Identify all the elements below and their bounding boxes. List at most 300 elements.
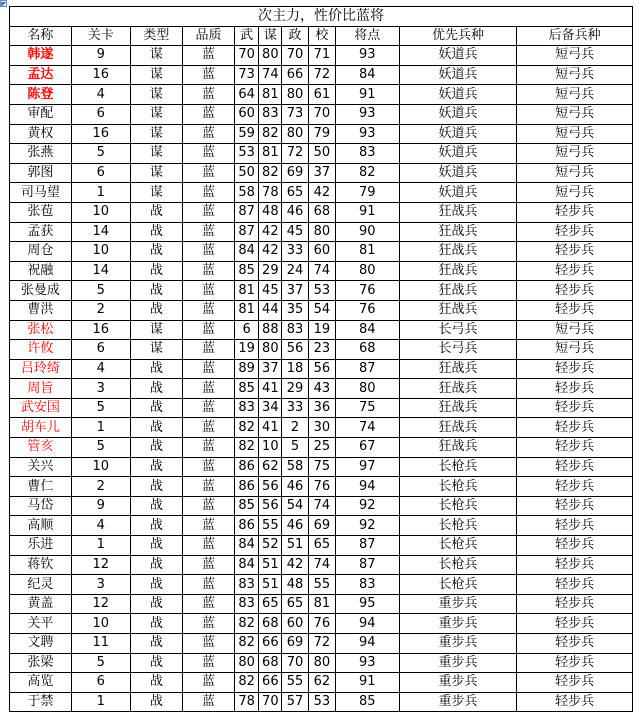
cell-type: 战 <box>130 222 183 242</box>
cell-primary-troop: 长枪兵 <box>399 555 517 575</box>
table-row <box>10 438 633 458</box>
cell-wu: 82 <box>234 418 259 438</box>
table-row <box>10 202 633 222</box>
cell-mou: 65 <box>259 594 282 614</box>
cell-wu: 87 <box>234 202 259 222</box>
cell-backup-troop: 短弓兵 <box>517 104 633 124</box>
cell-points: 92 <box>335 496 399 516</box>
cell-stage: 1 <box>71 183 130 203</box>
cell-name: 韩遂 <box>10 46 72 66</box>
cell-points: 83 <box>335 144 399 164</box>
cell-points: 85 <box>335 692 399 712</box>
cell-name: 孟达 <box>10 65 72 85</box>
cell-xiao: 74 <box>308 496 335 516</box>
cell-wu: 81 <box>234 281 259 301</box>
cell-type: 战 <box>130 536 183 556</box>
cell-mou: 68 <box>259 614 282 634</box>
cell-points: 76 <box>335 300 399 320</box>
cell-zheng: 37 <box>282 281 309 301</box>
cell-type: 战 <box>130 594 183 614</box>
cell-name: 关兴 <box>10 457 72 477</box>
cell-points: 93 <box>335 653 399 673</box>
cell-zheng: 42 <box>282 555 309 575</box>
cell-quality: 蓝 <box>183 104 235 124</box>
cell-wu: 85 <box>234 379 259 399</box>
cell-zheng: 80 <box>282 124 309 144</box>
cell-type: 战 <box>130 359 183 379</box>
cell-backup-troop: 轻步兵 <box>517 222 633 242</box>
table-row <box>10 300 633 320</box>
cell-xiao: 65 <box>308 536 335 556</box>
cell-zheng: 54 <box>282 496 309 516</box>
cell-xiao: 72 <box>308 65 335 85</box>
cell-backup-troop: 轻步兵 <box>517 653 633 673</box>
cell-wu: 78 <box>234 692 259 712</box>
cell-xiao: 50 <box>308 144 335 164</box>
cell-mou: 44 <box>259 300 282 320</box>
cell-name: 于禁 <box>10 692 72 712</box>
cell-stage: 10 <box>71 457 130 477</box>
cell-name: 陈登 <box>10 85 72 105</box>
header-row <box>10 26 633 46</box>
cell-stage: 6 <box>71 163 130 183</box>
cell-primary-troop: 长枪兵 <box>399 496 517 516</box>
cell-type: 战 <box>130 261 183 281</box>
cell-wu: 50 <box>234 163 259 183</box>
cell-quality: 蓝 <box>183 340 235 360</box>
cell-zheng: 72 <box>282 144 309 164</box>
cell-primary-troop: 重步兵 <box>399 692 517 712</box>
cell-backup-troop: 短弓兵 <box>517 144 633 164</box>
table-row <box>10 634 633 654</box>
cell-mou: 80 <box>259 340 282 360</box>
table-row <box>10 536 633 556</box>
table-row <box>10 242 633 262</box>
cell-zheng: 70 <box>282 46 309 66</box>
cell-quality: 蓝 <box>183 85 235 105</box>
cell-quality: 蓝 <box>183 398 235 418</box>
cell-backup-troop: 轻步兵 <box>517 673 633 693</box>
cell-backup-troop: 轻步兵 <box>517 555 633 575</box>
cell-primary-troop: 重步兵 <box>399 673 517 693</box>
cell-points: 81 <box>335 242 399 262</box>
cell-zheng: 70 <box>282 653 309 673</box>
cell-backup-troop: 轻步兵 <box>517 300 633 320</box>
cell-type: 战 <box>130 418 183 438</box>
cell-mou: 56 <box>259 496 282 516</box>
cell-quality: 蓝 <box>183 222 235 242</box>
table-row <box>10 222 633 242</box>
cell-type: 谋 <box>130 104 183 124</box>
cell-backup-troop: 短弓兵 <box>517 183 633 203</box>
cell-quality: 蓝 <box>183 281 235 301</box>
cell-wu: 82 <box>234 614 259 634</box>
cell-points: 94 <box>335 477 399 497</box>
cell-backup-troop: 短弓兵 <box>517 163 633 183</box>
cell-backup-troop: 轻步兵 <box>517 614 633 634</box>
cell-xiao: 72 <box>308 634 335 654</box>
table-row <box>10 516 633 536</box>
cell-mou: 78 <box>259 183 282 203</box>
cell-points: 91 <box>335 673 399 693</box>
cell-quality: 蓝 <box>183 46 235 66</box>
cell-name: 司马望 <box>10 183 72 203</box>
cell-primary-troop: 长枪兵 <box>399 536 517 556</box>
cell-quality: 蓝 <box>183 692 235 712</box>
table-row <box>10 46 633 66</box>
header-stage: 关卡 <box>71 26 130 46</box>
cell-primary-troop: 长枪兵 <box>399 575 517 595</box>
cell-points: 80 <box>335 379 399 399</box>
cell-primary-troop: 妖道兵 <box>399 65 517 85</box>
table-row <box>10 555 633 575</box>
cell-xiao: 69 <box>308 516 335 536</box>
table-row <box>10 65 633 85</box>
cell-primary-troop: 妖道兵 <box>399 85 517 105</box>
cell-backup-troop: 轻步兵 <box>517 575 633 595</box>
table-row <box>10 85 633 105</box>
table-row <box>10 163 633 183</box>
cell-primary-troop: 狂战兵 <box>399 398 517 418</box>
cell-name: 周仓 <box>10 242 72 262</box>
cell-xiao: 74 <box>308 555 335 575</box>
cell-stage: 3 <box>71 575 130 595</box>
cell-xiao: 76 <box>308 614 335 634</box>
cell-name: 关平 <box>10 614 72 634</box>
table-row <box>10 653 633 673</box>
cell-zheng: 66 <box>282 65 309 85</box>
cell-name: 武安国 <box>10 398 72 418</box>
cell-type: 战 <box>130 379 183 399</box>
cell-quality: 蓝 <box>183 477 235 497</box>
cell-points: 76 <box>335 281 399 301</box>
cell-name: 吕玲绮 <box>10 359 72 379</box>
cell-mou: 37 <box>259 359 282 379</box>
cell-quality: 蓝 <box>183 242 235 262</box>
cell-xiao: 55 <box>308 575 335 595</box>
cell-wu: 59 <box>234 124 259 144</box>
cell-type: 战 <box>130 477 183 497</box>
cell-points: 93 <box>335 46 399 66</box>
cell-type: 谋 <box>130 183 183 203</box>
cell-mou: 66 <box>259 673 282 693</box>
cell-stage: 3 <box>71 379 130 399</box>
cell-primary-troop: 长枪兵 <box>399 516 517 536</box>
cell-wu: 70 <box>234 46 259 66</box>
cell-backup-troop: 轻步兵 <box>517 281 633 301</box>
cell-primary-troop: 狂战兵 <box>399 242 517 262</box>
cell-wu: 64 <box>234 85 259 105</box>
table-row <box>10 457 633 477</box>
cell-mou: 41 <box>259 379 282 399</box>
cell-primary-troop: 狂战兵 <box>399 379 517 399</box>
cell-xiao: 19 <box>308 320 335 340</box>
cell-name: 高览 <box>10 673 72 693</box>
cell-stage: 12 <box>71 594 130 614</box>
cell-xiao: 25 <box>308 438 335 458</box>
cell-backup-troop: 短弓兵 <box>517 65 633 85</box>
table-row <box>10 261 633 281</box>
cell-mou: 56 <box>259 477 282 497</box>
cell-primary-troop: 妖道兵 <box>399 104 517 124</box>
cell-name: 黄盖 <box>10 594 72 614</box>
cell-type: 谋 <box>130 163 183 183</box>
table-row <box>10 496 633 516</box>
cell-points: 83 <box>335 575 399 595</box>
cell-zheng: 65 <box>282 594 309 614</box>
cell-type: 战 <box>130 614 183 634</box>
cell-primary-troop: 妖道兵 <box>399 124 517 144</box>
cell-stage: 12 <box>71 555 130 575</box>
cell-xiao: 23 <box>308 340 335 360</box>
sheet-select-all-icon[interactable]: ◤ <box>1 1 6 8</box>
cell-wu: 86 <box>234 457 259 477</box>
cell-points: 93 <box>335 104 399 124</box>
cell-wu: 53 <box>234 144 259 164</box>
cell-points: 82 <box>335 163 399 183</box>
cell-zheng: 24 <box>282 261 309 281</box>
cell-points: 75 <box>335 398 399 418</box>
cell-quality: 蓝 <box>183 457 235 477</box>
cell-type: 战 <box>130 692 183 712</box>
cell-quality: 蓝 <box>183 418 235 438</box>
cell-primary-troop: 狂战兵 <box>399 418 517 438</box>
cell-name: 胡车儿 <box>10 418 72 438</box>
cell-zheng: 57 <box>282 692 309 712</box>
cell-primary-troop: 狂战兵 <box>399 261 517 281</box>
cell-type: 谋 <box>130 320 183 340</box>
cell-quality: 蓝 <box>183 438 235 458</box>
cell-wu: 58 <box>234 183 259 203</box>
cell-stage: 2 <box>71 477 130 497</box>
cell-backup-troop: 轻步兵 <box>517 457 633 477</box>
header-xiao: 校 <box>308 26 335 46</box>
cell-backup-troop: 短弓兵 <box>517 340 633 360</box>
cell-primary-troop: 长枪兵 <box>399 457 517 477</box>
cell-xiao: 71 <box>308 46 335 66</box>
cell-primary-troop: 重步兵 <box>399 614 517 634</box>
cell-name: 张苞 <box>10 202 72 222</box>
cell-quality: 蓝 <box>183 202 235 222</box>
cell-type: 谋 <box>130 46 183 66</box>
cell-type: 谋 <box>130 65 183 85</box>
cell-zheng: 51 <box>282 536 309 556</box>
cell-type: 战 <box>130 438 183 458</box>
cell-wu: 89 <box>234 359 259 379</box>
cell-xiao: 80 <box>308 222 335 242</box>
table-row <box>10 104 633 124</box>
cell-type: 战 <box>130 202 183 222</box>
cell-wu: 84 <box>234 536 259 556</box>
cell-mou: 42 <box>259 222 282 242</box>
cell-points: 67 <box>335 438 399 458</box>
cell-wu: 86 <box>234 516 259 536</box>
cell-backup-troop: 轻步兵 <box>517 418 633 438</box>
cell-xiao: 68 <box>308 202 335 222</box>
cell-stage: 14 <box>71 261 130 281</box>
cell-quality: 蓝 <box>183 124 235 144</box>
cell-primary-troop: 妖道兵 <box>399 144 517 164</box>
cell-backup-troop: 轻步兵 <box>517 438 633 458</box>
cell-zheng: 46 <box>282 516 309 536</box>
cell-backup-troop: 轻步兵 <box>517 398 633 418</box>
cell-backup-troop: 轻步兵 <box>517 692 633 712</box>
table-body <box>10 46 633 712</box>
cell-primary-troop: 狂战兵 <box>399 300 517 320</box>
cell-points: 94 <box>335 614 399 634</box>
cell-backup-troop: 轻步兵 <box>517 202 633 222</box>
cell-type: 谋 <box>130 340 183 360</box>
table-row <box>10 594 633 614</box>
cell-name: 张梁 <box>10 653 72 673</box>
cell-type: 战 <box>130 457 183 477</box>
cell-wu: 83 <box>234 398 259 418</box>
cell-zheng: 69 <box>282 634 309 654</box>
cell-zheng: 69 <box>282 163 309 183</box>
cell-wu: 85 <box>234 496 259 516</box>
cell-mou: 51 <box>259 575 282 595</box>
table-row <box>10 359 633 379</box>
table-row <box>10 477 633 497</box>
cell-stage: 1 <box>71 418 130 438</box>
cell-primary-troop: 长弓兵 <box>399 340 517 360</box>
cell-points: 97 <box>335 457 399 477</box>
cell-wu: 73 <box>234 65 259 85</box>
cell-name: 马岱 <box>10 496 72 516</box>
cell-backup-troop: 轻步兵 <box>517 496 633 516</box>
cell-zheng: 33 <box>282 398 309 418</box>
cell-backup-troop: 短弓兵 <box>517 124 633 144</box>
cell-wu: 82 <box>234 673 259 693</box>
cell-quality: 蓝 <box>183 614 235 634</box>
cell-name: 文聘 <box>10 634 72 654</box>
cell-zheng: 48 <box>282 575 309 595</box>
cell-xiao: 76 <box>308 477 335 497</box>
cell-zheng: 46 <box>282 477 309 497</box>
table-row <box>10 320 633 340</box>
header-type: 类型 <box>130 26 183 46</box>
table-row <box>10 281 633 301</box>
cell-type: 战 <box>130 242 183 262</box>
cell-primary-troop: 狂战兵 <box>399 202 517 222</box>
cell-wu: 82 <box>234 438 259 458</box>
cell-stage: 4 <box>71 516 130 536</box>
cell-xiao: 53 <box>308 281 335 301</box>
cell-points: 87 <box>335 555 399 575</box>
cell-quality: 蓝 <box>183 555 235 575</box>
cell-mou: 81 <box>259 144 282 164</box>
cell-quality: 蓝 <box>183 300 235 320</box>
cell-xiao: 61 <box>308 85 335 105</box>
cell-stage: 6 <box>71 104 130 124</box>
cell-backup-troop: 轻步兵 <box>517 594 633 614</box>
cell-primary-troop: 狂战兵 <box>399 359 517 379</box>
cell-xiao: 43 <box>308 379 335 399</box>
cell-stage: 10 <box>71 242 130 262</box>
cell-xiao: 80 <box>308 653 335 673</box>
cell-backup-troop: 短弓兵 <box>517 320 633 340</box>
cell-zheng: 58 <box>282 457 309 477</box>
cell-name: 许攸 <box>10 340 72 360</box>
cell-zheng: 73 <box>282 104 309 124</box>
cell-stage: 16 <box>71 124 130 144</box>
cell-backup-troop: 短弓兵 <box>517 85 633 105</box>
table-row <box>10 418 633 438</box>
cell-points: 84 <box>335 65 399 85</box>
cell-zheng: 56 <box>282 340 309 360</box>
cell-quality: 蓝 <box>183 379 235 399</box>
cell-primary-troop: 狂战兵 <box>399 222 517 242</box>
cell-wu: 83 <box>234 575 259 595</box>
cell-stage: 5 <box>71 653 130 673</box>
table-row <box>10 692 633 712</box>
cell-xiao: 70 <box>308 104 335 124</box>
cell-xiao: 56 <box>308 359 335 379</box>
cell-name: 纪灵 <box>10 575 72 595</box>
header-points: 将点 <box>335 26 399 46</box>
cell-mou: 81 <box>259 85 282 105</box>
cell-wu: 86 <box>234 477 259 497</box>
cell-name: 管亥 <box>10 438 72 458</box>
cell-wu: 87 <box>234 222 259 242</box>
cell-points: 84 <box>335 320 399 340</box>
cell-backup-troop: 轻步兵 <box>517 634 633 654</box>
cell-type: 战 <box>130 398 183 418</box>
table-row <box>10 124 633 144</box>
cell-zheng: 45 <box>282 222 309 242</box>
cell-primary-troop: 重步兵 <box>399 634 517 654</box>
cell-primary-troop: 狂战兵 <box>399 438 517 458</box>
cell-stage: 14 <box>71 222 130 242</box>
cell-backup-troop: 轻步兵 <box>517 516 633 536</box>
cell-mou: 48 <box>259 202 282 222</box>
cell-backup-troop: 短弓兵 <box>517 46 633 66</box>
cell-xiao: 36 <box>308 398 335 418</box>
cell-points: 80 <box>335 261 399 281</box>
cell-mou: 34 <box>259 398 282 418</box>
table-row <box>10 379 633 399</box>
cell-backup-troop: 轻步兵 <box>517 477 633 497</box>
cell-stage: 16 <box>71 320 130 340</box>
table-row <box>10 144 633 164</box>
cell-quality: 蓝 <box>183 536 235 556</box>
cell-type: 谋 <box>130 124 183 144</box>
cell-zheng: 29 <box>282 379 309 399</box>
cell-mou: 42 <box>259 242 282 262</box>
cell-stage: 11 <box>71 634 130 654</box>
cell-stage: 16 <box>71 65 130 85</box>
header-zheng: 政 <box>282 26 309 46</box>
cell-stage: 4 <box>71 359 130 379</box>
cell-points: 93 <box>335 124 399 144</box>
cell-stage: 5 <box>71 438 130 458</box>
cell-name: 郭图 <box>10 163 72 183</box>
cell-zheng: 65 <box>282 183 309 203</box>
cell-quality: 蓝 <box>183 261 235 281</box>
cell-quality: 蓝 <box>183 496 235 516</box>
title-row <box>10 7 633 27</box>
cell-points: 94 <box>335 634 399 654</box>
table-row <box>10 398 633 418</box>
table-row <box>10 673 633 693</box>
cell-quality: 蓝 <box>183 653 235 673</box>
cell-mou: 82 <box>259 163 282 183</box>
cell-zheng: 35 <box>282 300 309 320</box>
cell-wu: 60 <box>234 104 259 124</box>
cell-stage: 5 <box>71 398 130 418</box>
cell-stage: 6 <box>71 340 130 360</box>
cell-stage: 5 <box>71 144 130 164</box>
